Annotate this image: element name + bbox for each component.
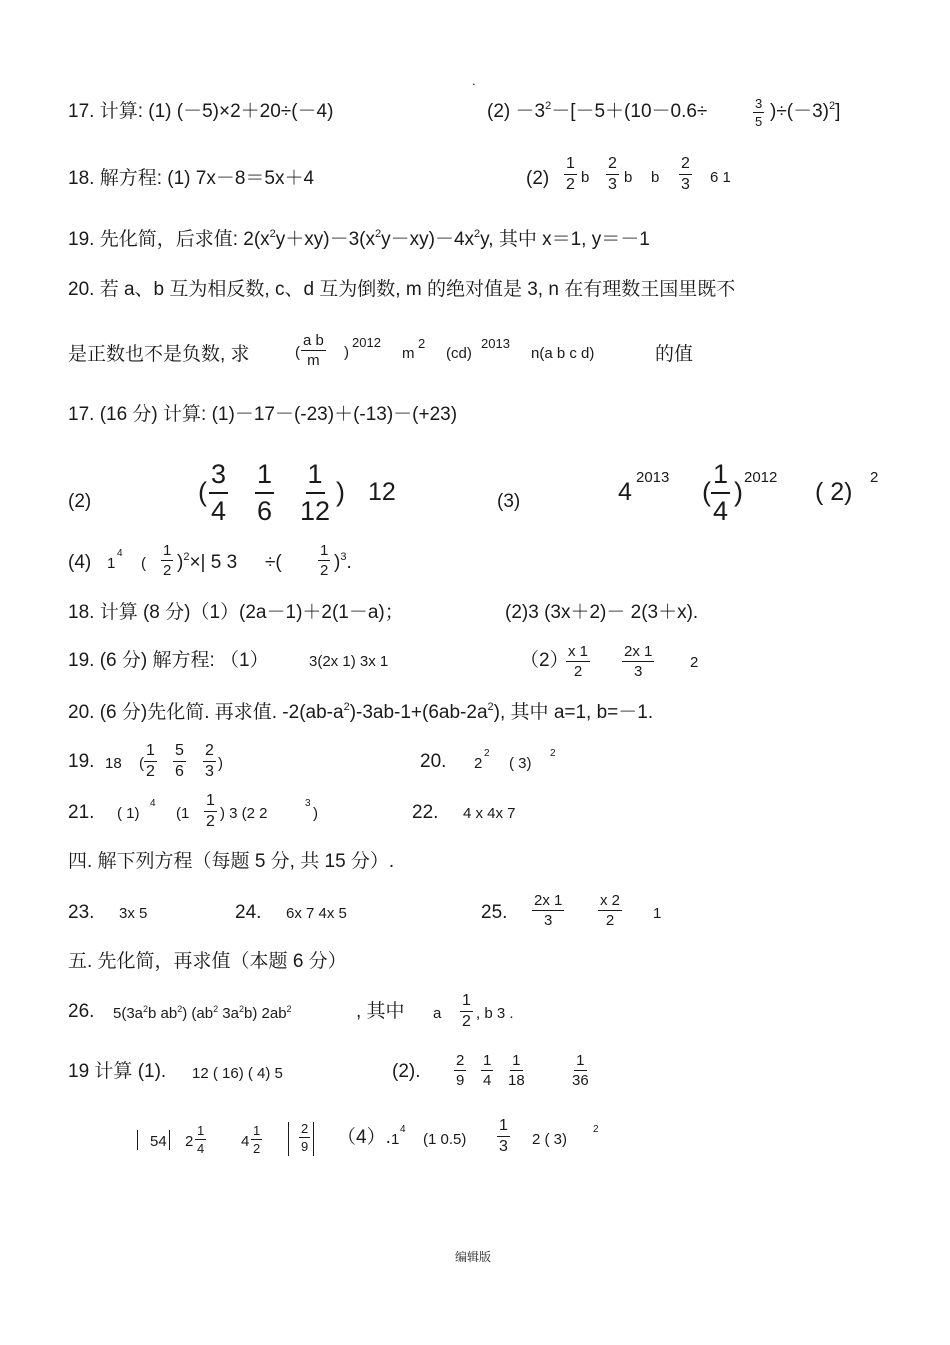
q20a-cd-exp: 2013 xyxy=(481,336,510,351)
q20a-m-exp: 2 xyxy=(418,336,426,351)
q17b-4-mid: )$^2$×| 5 3 xyxy=(177,551,238,573)
q18b-part1: 18. 计算 (8 分)（1）(2a－1)＋2(1－a)； xyxy=(68,602,404,623)
q18a-part1: 18. 解方程: (1) 7x－8＝5x＋4 xyxy=(68,168,315,189)
q17a-part2-tail: )$\div(-3)^2$] xyxy=(770,100,841,122)
q21-c-exp: 3 xyxy=(305,798,311,809)
q17b-2-frac1: $\frac{3}{4}$ xyxy=(211,459,227,526)
q19d-4-tail: 2 ( 3) xyxy=(532,1131,568,1148)
q17b-4-end: )$^3$. xyxy=(334,551,352,573)
q20a-open-paren: ( xyxy=(295,344,300,361)
q17b-3-frac: $\frac{1}{4}$ xyxy=(713,459,729,526)
q24-expr: 6x 7 4x 5 xyxy=(286,905,347,922)
q18a-frac2: $\frac{2}{3}$ xyxy=(608,155,617,193)
q21-c: ) 3 (2 2 xyxy=(220,805,268,822)
q17b-4-one: 1 xyxy=(107,555,116,572)
abs-bar-2 xyxy=(169,1130,170,1150)
q20b-text: 20. (6 分)先化简. 再求值. $-2(ab-a^2)-3ab-1+(6ab-2a^2)$, 其中 a=1, b=－1. xyxy=(68,701,654,723)
q18a-frac1: $\frac{1}{2}$ xyxy=(566,155,575,193)
q19d-3-four: 4 xyxy=(241,1133,250,1150)
q17b-2-frac2: $\frac{1}{6}$ xyxy=(257,459,273,526)
q17b-2-close-paren: ) xyxy=(336,477,345,507)
q20c-label: 20. xyxy=(420,751,447,772)
q17b-line1: 17. (16 分) 计算: (1)－17－(-23)＋(-13)－(+23) xyxy=(68,404,458,425)
q18a-tail: 6 1 xyxy=(710,169,731,186)
q20c-base: 2 xyxy=(474,755,483,772)
q20a-line2: 是正数也不是负数, 求 xyxy=(68,344,250,365)
q21-d: ) xyxy=(313,805,318,822)
q20a-line1: 20. 若 a、b 互为相反数, c、d 互为倒数, m 的绝对值是 3, n 在有理数王国里既不 xyxy=(68,279,736,300)
abs-bar-4 xyxy=(313,1122,314,1156)
q17b-2-label: (2) xyxy=(68,491,92,512)
q19d-3-frac2: $\frac{1}{2}$ xyxy=(253,1123,261,1156)
q19a-text: 19. 先化简，后求值: $2(x^2y+xy)-3(x^2y-xy)-4x^2y$, 其中 x＝1, y＝－1 xyxy=(68,228,650,250)
section-4-heading: 四. 解下列方程（每题 5 分, 共 15 分）. xyxy=(68,851,395,872)
q19d-2-frac3: $\frac{1}{18}$ xyxy=(508,1052,525,1089)
q19d-4-label: （4）. xyxy=(337,1127,391,1148)
q19d-4-one-exp: 4 xyxy=(400,1124,406,1135)
q19d-4-mid: (1 0.5) xyxy=(423,1131,467,1148)
q19c-frac1: $\frac{1}{2}$ xyxy=(146,742,155,780)
q17a-part1: 17. 计算: (1) (－5)×2＋20÷(－4) xyxy=(68,101,334,122)
q19b-frac1: $\frac{x 1}{2}$ xyxy=(568,643,589,680)
q19b-tail: 2 xyxy=(690,654,699,671)
q19d-3-two: 2 xyxy=(185,1133,194,1150)
q17b-3-base: 4 xyxy=(618,478,632,506)
page-footer: 编辑版 xyxy=(455,1250,492,1264)
q17b-4-div: ÷( xyxy=(265,552,282,573)
q17b-4-frac1: $\frac{1}{2}$ xyxy=(163,542,172,579)
q20c-base-exp: 2 xyxy=(484,748,490,759)
q17b-3-label: (3) xyxy=(497,491,521,512)
q17b-2-frac3: $\frac{1}{12}$ xyxy=(300,459,331,526)
q18a-frac3: $\frac{2}{3}$ xyxy=(681,155,690,193)
q23-label: 23. xyxy=(68,902,95,923)
q19b-label: 19. (6 分) 解方程: （1） xyxy=(68,650,269,671)
q17b-3-open-paren: ( xyxy=(702,477,711,507)
q18a-var-b3: b xyxy=(651,169,660,186)
q19c-18: 18 xyxy=(105,755,122,772)
section-5-heading: 五. 先化简，再求值（本题 6 分） xyxy=(68,951,347,972)
q20a-m: m xyxy=(402,345,415,362)
q25-frac1: $\frac{2x 1}{3}$ xyxy=(534,892,563,929)
q19d-3-frac1: $\frac{1}{4}$ xyxy=(197,1123,205,1156)
abs-bar-3 xyxy=(288,1122,289,1156)
q19b-eq1: 3(2x 1) 3x 1 xyxy=(309,653,389,670)
q18a-part2-label: (2) xyxy=(526,168,550,189)
q17a-part2: $(2) -3^2-[-5+(10-0.6\div$ xyxy=(487,100,708,122)
q21-b: (1 xyxy=(176,805,190,822)
q20a-tail: n(a b c d) xyxy=(531,345,595,362)
q19d-2-frac2: $\frac{1}{4}$ xyxy=(483,1052,492,1089)
q21-frac: $\frac{1}{2}$ xyxy=(206,792,215,830)
q20c-paren-exp: 2 xyxy=(550,748,556,759)
q21-a-exp: 4 xyxy=(150,798,156,809)
q20a-fraction: $\frac{\text{a b}}{m}$ xyxy=(303,332,324,369)
q19d-3-54: 54 xyxy=(150,1133,167,1150)
q17a-fraction: $\frac{3}{5}$ xyxy=(755,96,763,129)
q21-label: 21. xyxy=(68,802,95,823)
q25-tail: 1 xyxy=(653,905,662,922)
q20a-cd: (cd) xyxy=(446,345,472,362)
q17b-3-close-paren: ) xyxy=(734,477,743,507)
q22-expr: 4 x 4x 7 xyxy=(463,805,516,822)
q17b-3-tail-exp: 2 xyxy=(870,469,879,486)
abs-bar-1 xyxy=(137,1130,138,1150)
q17b-4-open: ( xyxy=(141,555,146,572)
q19b-eq2-label: （2） xyxy=(520,650,569,671)
q19c-frac2: $\frac{5}{6}$ xyxy=(175,742,184,780)
q19d-2-frac1: $\frac{2}{9}$ xyxy=(456,1052,465,1089)
q18a-var-b1: b xyxy=(581,169,590,186)
q19c-frac3: $\frac{2}{3}$ xyxy=(205,742,214,780)
q20a-exp1: 2012 xyxy=(352,335,381,350)
q19d-4-one: 1 xyxy=(391,1131,400,1148)
q19d-label: 19 计算 (1). xyxy=(68,1061,167,1082)
q25-label: 25. xyxy=(481,902,508,923)
q17b-4-frac2: $\frac{1}{2}$ xyxy=(320,542,329,579)
q17b-3-exp2: 2012 xyxy=(744,469,778,486)
q26-a: a xyxy=(433,1005,442,1022)
q19c-label: 19. xyxy=(68,751,95,772)
q24-label: 24. xyxy=(235,902,262,923)
q18a-var-b2: b xyxy=(624,169,633,186)
q23-expr: 3x 5 xyxy=(119,905,148,922)
q19d-expr: 12 ( 16) ( 4) 5 xyxy=(192,1065,283,1082)
q26-condition: , 其中 xyxy=(356,1001,405,1022)
q20a-end: 的值 xyxy=(655,344,694,365)
q26-frac: $\frac{1}{2}$ xyxy=(462,992,471,1030)
q20a-close-paren: ) xyxy=(344,344,349,361)
q17b-4-label: (4) xyxy=(68,552,92,573)
q22-label: 22. xyxy=(412,802,439,823)
q25-frac2: $\frac{x 2}{2}$ xyxy=(600,892,621,929)
q26-label: 26. xyxy=(68,1001,95,1022)
q17b-2-open-paren: ( xyxy=(198,477,207,507)
q19b-frac2: $\frac{2x 1}{3}$ xyxy=(624,643,653,680)
q18b-part2: (2)3 (3x＋2)－ 2(3＋x). xyxy=(505,602,699,623)
q26-b: , b 3 . xyxy=(476,1005,514,1022)
q19c-close: ) xyxy=(218,755,223,772)
q17b-4-one-exp: 4 xyxy=(117,548,123,559)
q21-a: ( 1) xyxy=(117,805,140,822)
q19d-4-frac: $\frac{1}{3}$ xyxy=(499,1117,508,1155)
q19d-2-frac4: $\frac{1}{36}$ xyxy=(572,1052,589,1089)
q17b-3-exp1: 2013 xyxy=(636,469,670,486)
q19d-3-frac3: $\frac{2}{9}$ xyxy=(301,1121,309,1154)
q19c-open: ( xyxy=(139,755,144,772)
top-mark: . xyxy=(472,73,476,88)
q17b-2-tail: 12 xyxy=(368,478,396,506)
q19d-4-tail-exp: 2 xyxy=(593,1124,599,1135)
q20c-paren: ( 3) xyxy=(509,755,532,772)
q19d-2-label: (2). xyxy=(392,1061,421,1082)
q26-expr: $5(3a^2b$ $ab^2$) ($ab^2$ $3a^2b$) $2ab^2$ xyxy=(113,1004,292,1022)
q17b-3-tail: ( 2) xyxy=(815,478,853,506)
